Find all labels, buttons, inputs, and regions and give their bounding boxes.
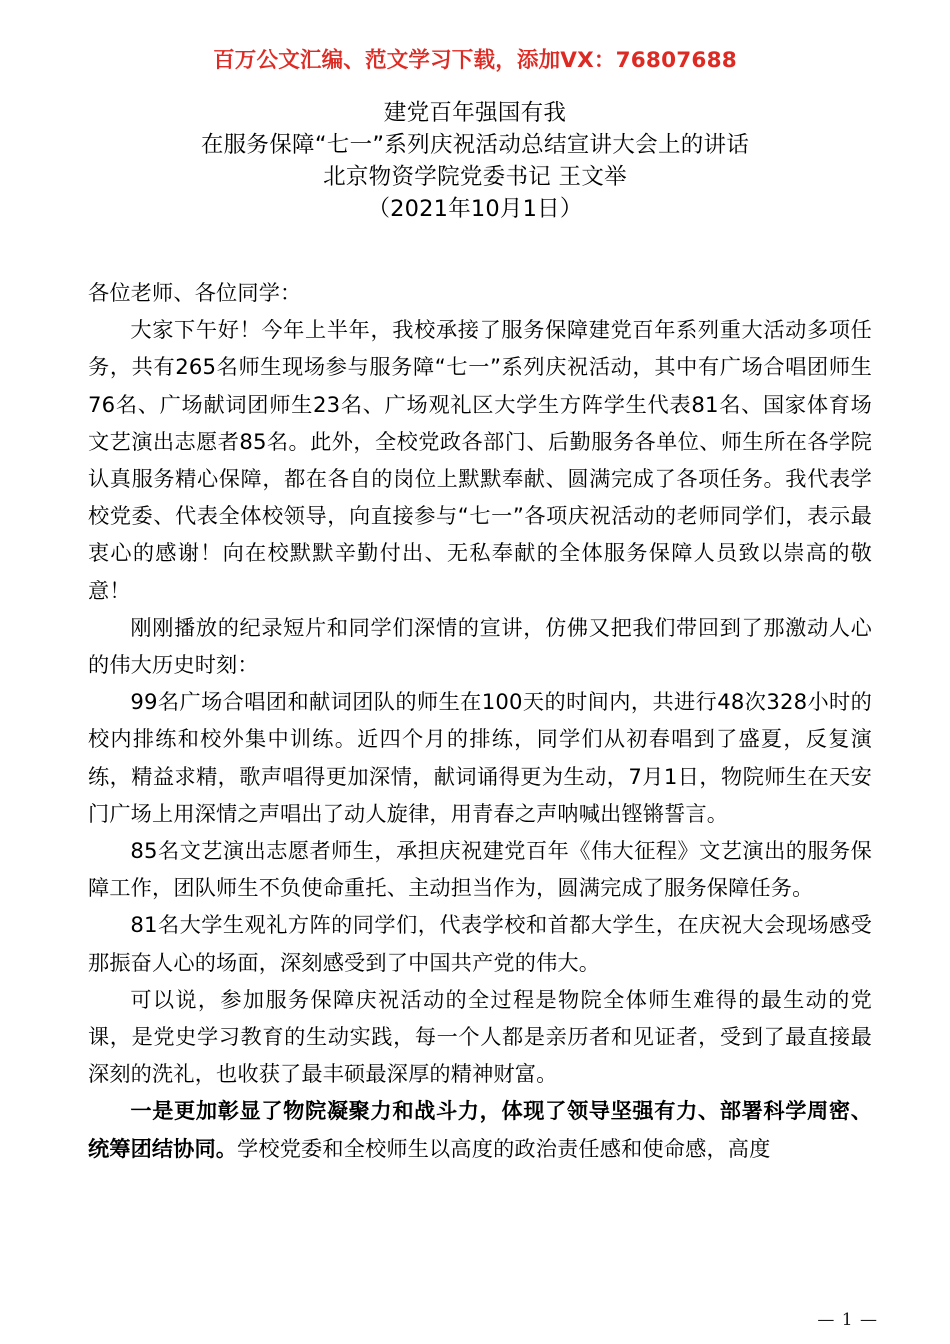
document-date: （2021年10月1日） [367, 196, 583, 222]
body-paragraph-7-bold-lead: 一是更加彰显了物院凝聚力和战斗力，体现了领导坚强有力、部署科学周密、统筹团结协同。 [88, 1098, 872, 1161]
body-paragraph-7-text: 学校党委和全校师生以高度的政治责任感和使命感，高度 [237, 1135, 771, 1161]
document-author-line: 北京物资学院党委书记 王文举 [323, 164, 627, 190]
document-body [88, 274, 872, 1167]
body-paragraph-1: 大家下午好！今年上半年，我校承接了服务保障建党百年系列重大活动多项任务，共有265名师生现场参与服务障“七一”系列庆祝活动，其中有广场合唱团师生76名、广场献词团师生23名、广场观礼区大学生方阵学生代表81名、国家体育场文艺演出志愿者85名。此外，全校党政各部门、后勤服务各单位、师生所在各学院认真服务精心保障，都在各自的岗位上默默奉献、圆满完成了各项任务。我代表学校党委、代表全体校领导，向直接参与“七一”各项庆祝活动的老师同学们，表示最衷心的感谢！向在校默默辛勤付出、无私奉献的全体服务保障人员致以崇高的敬意！ [88, 317, 872, 603]
title-block [0, 97, 950, 225]
body-paragraph-7 [88, 1092, 872, 1166]
body-paragraph-5: 81名大学生观礼方阵的同学们，代表学校和首都大学生，在庆祝大会现场感受那振奋人心的场面，深刻感受到了中国共产党的伟大。 [88, 912, 872, 975]
body-paragraph-4: 85名文艺演出志愿者师生，承担庆祝建党百年《伟大征程》文艺演出的服务保障工作，团队师生不负使命重托、主动担当作为，圆满完成了服务保障任务。 [88, 838, 872, 901]
body-paragraph-6: 可以说，参加服务保障庆祝活动的全过程是物院全体师生难得的最生动的党课，是党史学习教育的生动实践，每一个人都是亲历者和见证者，受到了最直接最深刻的洗礼，也收获了最丰硕最深厚的精神财富。 [88, 986, 872, 1087]
body-paragraph-3: 99名广场合唱团和献词团队的师生在100天的时间内，共进行48次328小时的校内排练和校外集中训练。近四个月的排练，同学们从初春唱到了盛夏，反复演练，精益求精，歌声唱得更加深情，献词诵得更为生动，7月1日，物院师生在天安门广场上用深情之声唱出了动人旋律，用青春之声呐喊出铿锵誓言。 [88, 689, 872, 826]
document-title-line-2: 在服务保障“七一”系列庆祝活动总结宣讲大会上的讲话 [200, 132, 750, 158]
page-number-footer: — 1 — [817, 1310, 878, 1330]
salutation: 各位老师、各位同学： [88, 280, 302, 305]
body-paragraph-2: 刚刚播放的纪录短片和同学们深情的宣讲，仿佛又把我们带回到了那激动人心的伟大历史时刻： [88, 614, 872, 678]
document-title-line-1: 建党百年强国有我 [383, 100, 567, 126]
promo-banner: 百万公文汇编、范文学习下载，添加VX：76807688 [213, 48, 737, 73]
